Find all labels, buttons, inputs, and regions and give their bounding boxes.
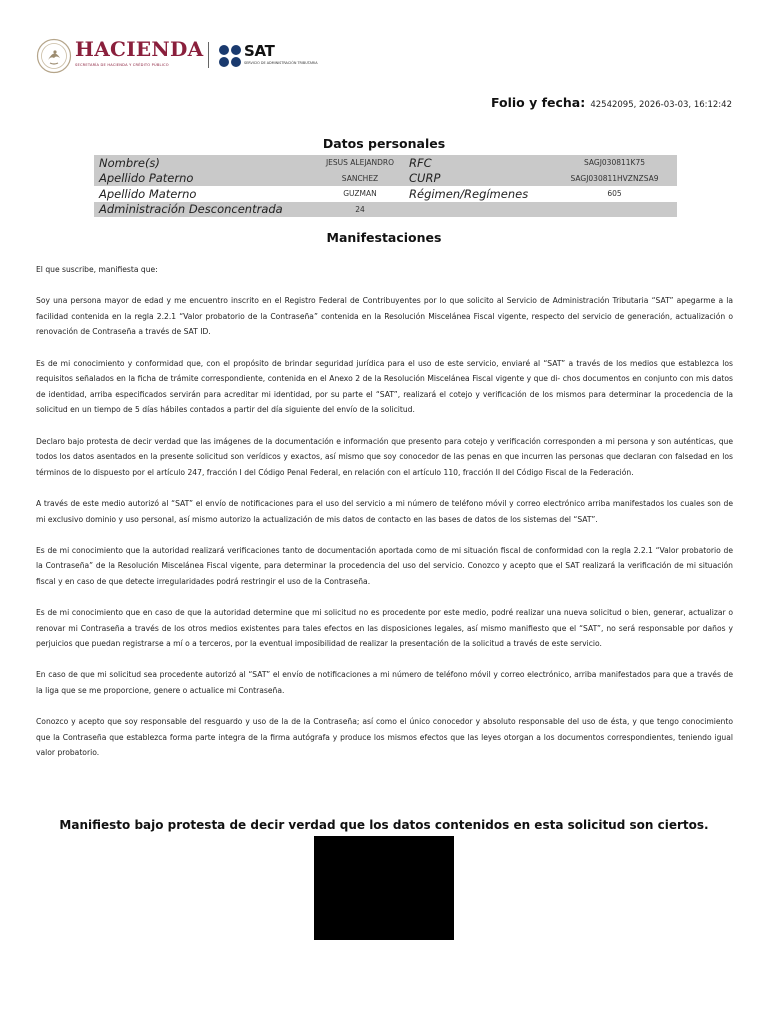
personal-data-table bbox=[94, 155, 677, 217]
field-value: SANCHEZ bbox=[316, 171, 404, 187]
mexico-seal-icon bbox=[36, 38, 72, 74]
field-value: JESUS ALEJANDRO bbox=[316, 155, 404, 171]
logo-divider bbox=[208, 42, 209, 68]
sat-subtitle: SERVICIO DE ADMINISTRACIÓN TRIBUTARIA bbox=[244, 61, 318, 65]
sat-name: SAT bbox=[244, 42, 275, 60]
paragraph: Conozco y acepto que soy responsable del resguardo y uso de la de la Contraseña; así como el único conocedor y absoluto responsable del uso de ésta, y que tengo conocimiento que la Contraseña que establezca forma parte integra de la firma autógrafa y produce los mismos efectos que las leyes otorgan a los documentos correspondientes, teniendo igual valor probatorio. bbox=[36, 717, 733, 758]
paragraph: Es de mi conocimiento y conformidad que, con el propósito de brindar seguridad jurídica para el uso de este servicio, enviaré al “SAT” a través de los medios que establezca los requisitos señalados en la ficha de trámite correspondiente, contenida en el Anexo 2 de la Resolución Miscelánea Fiscal vigente y que di- chos documentos en conjunto con mis datos de identidad, arriba especificados servirán para acreditar mi identidad, por su parte el “SAT”, realizará el cotejo y verificación de los mismos para determinar la procedencia de la solicitud en un tiempo de 5 días hábiles contados a partir del día siguiente del envío de la solicitud. bbox=[36, 358, 733, 415]
personal-data-title: Datos personales bbox=[322, 136, 446, 151]
field-value: 24 bbox=[316, 202, 404, 218]
signature-box bbox=[314, 836, 454, 940]
folio-label: Folio y fecha: bbox=[490, 95, 586, 110]
table-row bbox=[94, 155, 677, 171]
field-label: Apellido Paterno bbox=[94, 171, 316, 187]
field-label: Administración Desconcentrada bbox=[94, 202, 316, 218]
field-value: 605 bbox=[552, 186, 677, 202]
hacienda-subtitle: SECRETARÍA DE HACIENDA Y CRÉDITO PÚBLICO bbox=[75, 63, 169, 67]
field-value: SAGJ030811K75 bbox=[552, 155, 677, 171]
sat-logo-icon bbox=[218, 44, 242, 68]
table-row bbox=[94, 171, 677, 187]
field-value: GUZMAN bbox=[316, 186, 404, 202]
field-label: Apellido Materno bbox=[94, 186, 316, 202]
field-label: CURP bbox=[404, 171, 552, 187]
manifestaciones-title: Manifestaciones bbox=[326, 230, 442, 245]
paragraph: Declaro bajo protesta de decir verdad que las imágenes de la documentación e información que presento para cotejo y verificación corresponden a mi persona y son auténticas, que todos los datos asentados en la presente solicitud son verídicos y exactos, así mismo que soy conocedor de las penas en que incurren las personas que declaran con falsedad en los términos de lo dispuesto por el artículo 247, fracción I del Código Penal Federal, en relación con el artículo 110, fracción II del Código Fiscal de la Federación. bbox=[36, 436, 733, 477]
field-label: Nombre(s) bbox=[94, 155, 316, 171]
paragraph: Es de mi conocimiento que la autoridad realizará verificaciones tanto de documentación aportada como de mi situación fiscal de conformidad con la regla 2.2.1 “Valor probatorio de la Contraseña” de la Resolución Miscelánea Fiscal vigente, para determinar la procedencia del uso del servicio. Conozco y acepto que el SAT realizará la verificación de mi situación fiscal y en caso de que detecte irregularidades podrá restringir el uso de la Contraseña. bbox=[36, 545, 733, 586]
paragraph: El que suscribe, manifiesta que: bbox=[36, 265, 158, 274]
paragraph: En caso de que mi solicitud sea procedente autorizó al “SAT” el envío de notificaciones a mi número de teléfono móvil y correo electrónico, arriba manifestados para que a través de la liga que se me proporcione, genere o actualice mi Contraseña. bbox=[36, 670, 733, 696]
manifestaciones-text bbox=[36, 262, 733, 777]
table-row bbox=[94, 202, 677, 218]
field-label: Régimen/Regímenes bbox=[404, 186, 552, 202]
sat-logo bbox=[244, 43, 318, 65]
hacienda-logo bbox=[75, 38, 203, 67]
paragraph: Soy una persona mayor de edad y me encuentro inscrito en el Registro Federal de Contribuyentes por lo que solicito al Servicio de Administración Tributaria “SAT” apegarme a la facilidad contenida en la regla 2.2.1 “Valor probatorio de la Contraseña” contenida en la Resolución Miscelánea Fiscal vigente, respecto del servicio de generación, actualización o renovación de Contraseña a través de SAT ID. bbox=[36, 296, 733, 337]
field-label: RFC bbox=[404, 155, 552, 171]
paragraph: A través de este medio autorizó al “SAT” el envío de notificaciones para el uso del servicio a mi número de teléfono móvil y correo electrónico arriba manifestados los cuales son de mi exclusivo dominio y uso personal, así mismo autorizo la actualización de mis datos de contacto en las bases de datos de los sistemas del “SAT”. bbox=[36, 498, 733, 524]
field-value: SAGJ030811HVZNZSA9 bbox=[552, 171, 677, 187]
field-value bbox=[552, 202, 677, 218]
folio bbox=[491, 92, 732, 111]
paragraph: Es de mi conocimiento que en caso de que la autoridad determine que mi solicitud no es procedente por este medio, podré realizar una nueva solicitud o bien, generar, actualizar o renovar mi Contraseña a través de los otros medios existentes para tales efectos en las disposiciones legales, así mismo manifiesto que el “SAT”, no será responsable por daños y perjuicios que puedan registrarse a mí o a terceros, por la eventual imposibilidad de realizar la presentación de la solicitud a través de este servicio. bbox=[36, 608, 733, 649]
field-label bbox=[404, 202, 552, 218]
header bbox=[36, 36, 336, 76]
folio-value: 42542095, 2026-03-03, 16:12:42 bbox=[590, 100, 732, 110]
table-row bbox=[94, 186, 677, 202]
hacienda-name: HACIENDA bbox=[75, 37, 204, 61]
declaration-statement: Manifiesto bajo protesta de decir verdad que los datos contenidos en esta solicitud son ciertos. bbox=[59, 818, 709, 832]
